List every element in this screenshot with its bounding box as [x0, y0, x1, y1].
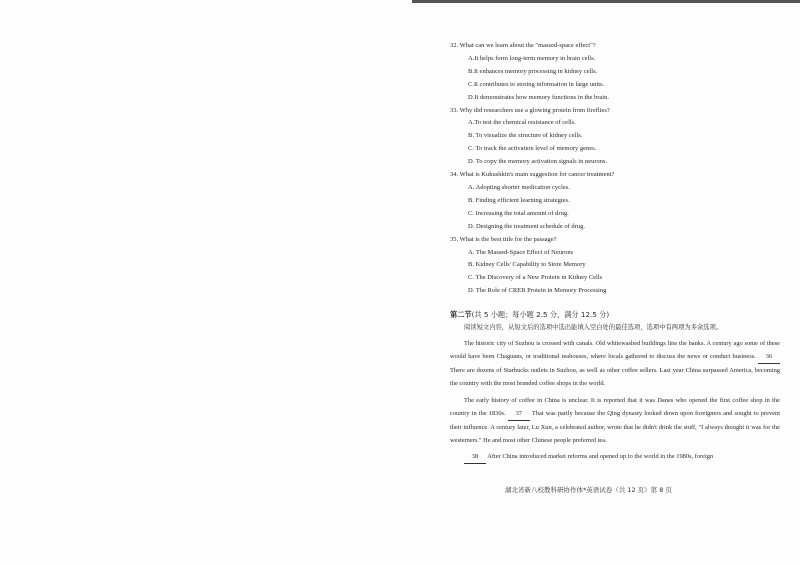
passage-text: The early history of coffee in China is unclear. It is reported that it was Danes who opened the first coffee shop in the country in the 1830s. — [450, 396, 780, 417]
passage-text: That was partly because the Qing dynasty looked down upon foreigners and sought to prevent their influence. A century later, Lu Xun, a celebrated author, wrote that he didn't drink the stuff, "I always thought it was for the westerners." He and most other Chinese people preferred tea. — [450, 409, 780, 444]
blank-37: 37 — [508, 407, 530, 421]
question-35 — [450, 234, 780, 299]
option-c: C.It contributes to storing information in large units. — [468, 80, 605, 88]
section-detail: (共 5 小题；每小题 2.5 分，满分 12.5 分) — [471, 310, 610, 320]
question-34 — [450, 169, 780, 234]
option-b: B. To visualize the structure of kidney cells. — [468, 132, 583, 140]
option-c: C. The Discovery of a New Protein in Kidney Cells — [468, 274, 603, 282]
question-stem: 34. What is Kukushkin's main suggestion for cancer treatment? — [450, 171, 615, 179]
section-title: 第二节 — [450, 310, 472, 320]
passage-text: There are dozens of Starbucks outlets in Suzhou, as well as other coffee sellers. Last year China surpassed America, becoming the country with the most branded coffee shops in the world. — [450, 367, 780, 388]
option-d: D. To copy the memory activation signals in neurons. — [468, 158, 608, 166]
section-heading — [450, 308, 780, 321]
option-d: D. Designing the treatment schedule of drug. — [468, 222, 585, 230]
question-stem: 35. What is the best title for the passage? — [450, 235, 557, 243]
option-b: B. Kidney Cells' Capability to Store Memory — [468, 261, 586, 269]
question-stem: 32. What can we learn about the "massed-space effect"? — [450, 42, 596, 49]
option-b: B. Finding efficient learning strategies. — [468, 196, 570, 204]
question-stem: 33. Why did researchers use a glowing protein from fireflies? — [450, 106, 610, 114]
question-32 — [450, 40, 780, 105]
section-instruction: 阅读短文内容，从短文后的选项中选出能填入空白处的最佳选项，选项中有两项为多余选项。 — [464, 324, 723, 332]
question-33 — [450, 105, 780, 170]
option-a: A. The Massed-Space Effect of Neurons — [468, 248, 574, 256]
option-d: D. The Role of CREB Protein in Memory Processing — [468, 287, 607, 295]
page-content — [450, 40, 780, 464]
passage-paragraph — [450, 394, 780, 447]
option-c: C. To track the activation level of memory genes. — [468, 145, 597, 153]
page-footer: 湖北省新八校教科研协作体*英语试卷（共 12 页）第 8 页 — [505, 486, 672, 494]
option-c: C. Increasing the total amount of drug. — [468, 209, 569, 217]
passage-text: After China introduced market reforms and opened up to the world in the 1980s, foreign — [487, 452, 714, 460]
option-b: B.It enhances memory processing in kidney cells. — [468, 67, 598, 75]
passage-paragraph — [450, 337, 780, 390]
passage-paragraph — [450, 450, 780, 464]
option-a: A.It helps form long-term memory in brain cells. — [468, 54, 596, 62]
option-a: A.To test the chemical resistance of cells. — [468, 119, 576, 127]
top-edge-rule — [412, 0, 800, 3]
option-a: A. Adopting shorter medication cycles. — [468, 183, 570, 191]
blank-36: 36 — [758, 350, 780, 364]
passage-text: The historic city of Suzhou is crossed with canals. Old whitewashed buildings line the banks. A century ago some of these would have been Chaguans, or traditional teahouses, where locals gathered to discuss the news or conduct business. — [450, 340, 780, 361]
blank-38: 38 — [464, 450, 486, 464]
option-d: D.It demonstrates how memory functions in the brain. — [468, 93, 609, 101]
